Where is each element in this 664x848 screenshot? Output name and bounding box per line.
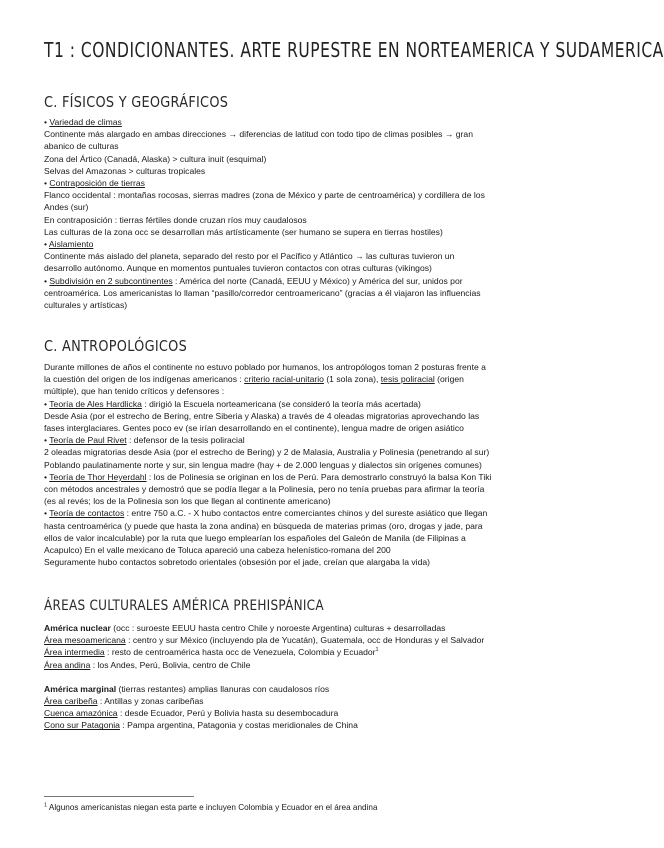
bullet-line: • Teoría de Paul Rivet : defensor de la tesis poliracial [44,435,245,446]
section-heading-antropologicos: C. ANTROPOLÓGICOS [44,337,188,355]
bullet-line: • Variedad de climas [44,117,122,127]
bullet-label: Teoría de Ales Hardlicka [49,398,142,409]
area-label: Cuenca amazónica [44,708,118,719]
bullet-label: Teoría de Paul Rivet [49,435,127,446]
text-line: abanico de culturas [44,141,119,152]
text-line: 2 oleadas migratorias desde Asia (por el estrecho de Bering) y 2 de Malasia, Australia y Polinesia (penetrando al sur) [44,447,490,458]
text-line: centroamérica. Los americanistas lo llaman “pasillo/corredor centroamericano” (gracias a él viajaron las influencias [44,287,481,298]
area-line: Área mesoamericana : centro y sur México (incluyendo pla de Yucatán), Guatemala, occ de Honduras y el Salvador [44,635,485,646]
footnote-text: Algunos americanistas niegan esta parte e incluyen Colombia y Ecuador en el área andina [47,803,378,812]
text-line: múltiple), que han tenido críticos y defensores : [44,386,225,397]
text-line: Selvas del Amazonas > culturas tropicales [44,165,206,176]
section-body-antropologicos [44,361,562,568]
text-line: Continente más aislado del planeta, separado del resto por el Pacífico y Atlántico → las culturas tuvieron un [44,251,455,262]
area-line: Cono sur Patagonia : Pampa argentina, Patagonia y costas meridionales de China [44,720,358,731]
bullet-label: Variedad de climas [49,117,122,127]
bullet-line: • Teoría de Thor Heyerdahl : los de Polinesia se originan en los de Perú. Para demostrarlo construyó la balsa Kon Tiki [44,471,492,482]
area-line: Área caribeña : Antillas y zonas caribeñas [44,696,204,707]
area-label: Área mesoamericana [44,635,126,646]
area-line: América marginal (tierras restantes) amplias llanuras con caudalosos ríos [44,683,330,694]
bullet-label: Teoría de Thor Heyerdahl [49,471,147,482]
area-label: Área intermedia [44,647,105,658]
text-line: la cuestión del origen de los indígenas americanos : criterio racial-unitario (1 sola zona), tesis poliracial (origen [44,374,464,385]
text-line: En contraposición : tierras fértiles donde cruzan ríos muy caudalosos [44,214,307,225]
bullet-line: • Teoría de Ales Hardlicka : dirigió la Escuela norteamericana (se consideró la teoría más acertada) [44,398,421,409]
text-line: fases interglaciares. Gentes poco ev (se irían desarrollando en el continente), lengua madre de origen asiático [44,423,464,434]
footnote-ref[interactable]: 1 [375,647,379,654]
text-line: Seguramente hubo contactos sobretodo orientales (obsesión por el jade, creían que alargaba la vida) [44,557,431,568]
text-line: Poblando paulatinamente norte y sur, sin lengua madre (hay + de 2.000 lenguas y dialectos sin orígenes comunes) [44,459,482,470]
spacer [44,671,562,683]
text-line: Acapulco) En el valle mexicano de Toluca apareció una cabeza helenístico-romana del 200 [44,545,391,556]
area-line: Área andina : los Andes, Perú, Bolivia, centro de Chile [44,659,251,670]
text-line: Desde Asia (por el estrecho de Bering, entre Siberia y Alaska) a través de 4 oleadas migratorias aprovechando las [44,410,480,421]
tesis-term: tesis poliracial [380,374,435,385]
area-label: Área caribeña [44,696,98,707]
section-body-fisicos [44,116,562,311]
section-heading-fisicos: C. FÍSICOS Y GEOGRÁFICOS [44,93,229,111]
footnote-mark: 1 [44,802,48,809]
text-line: Continente más alargado en ambas direcciones → diferencias de latitud con todo tipo de climas posibles → gran [44,129,473,140]
bullet-label: Teoría de contactos [49,508,125,519]
area-line: Cuenca amazónica : desde Ecuador, Perú y Bolivia hasta su desembocadura [44,708,339,719]
text-line: Las culturas de la zona occ se desarrollan más artísticamente (ser humano se supera en tierras hostiles) [44,226,443,237]
text-line: Flanco occidental : montañas rocosas, sierras madres (zona de México y parte de centroamérica) y cordillera de los [44,190,485,201]
area-label: Cono sur Patagonia [44,720,120,731]
section-body-areas [44,622,562,732]
text-line: culturales y artísticas) [44,300,128,311]
criterio-term: criterio racial-unitario [244,374,324,385]
area-line: América nuclear (occ : suroeste EEUU hasta centro Chile y noroeste Argentina) culturas + desarrolladas [44,623,446,633]
bullet-line: • Contraposición de tierras [44,178,145,189]
footnote [44,803,378,812]
text-line: Zona del Ártico (Canadá, Alaska) > cultura inuit (esquimal) [44,153,267,164]
text-line: Durante millones de años el continente no estuvo poblado por humanos, los antropólogos toman 2 posturas frente a [44,362,486,372]
area-label: América nuclear [44,623,111,633]
area-label: América marginal [44,683,117,694]
footnote-divider [44,796,194,797]
text-line: con métodos ancestrales y demostró que se podía llegar a la Polinesia, pero no tenía pruebas para afirmar la teoría [44,484,485,495]
bullet-line: • Teoría de contactos : entre 750 a.C. - X hubo contactos entre comerciantes chinos y del sureste asiático que llegan [44,508,488,519]
bullet-label: Contraposición de tierras [49,178,145,189]
text-line: Andes (sur) [44,202,89,213]
text-line: hasta centroamérica (y puede que hasta la zona andina) en búsqueda de materias primas (oro, drogas y jade, para [44,520,483,531]
area-line: Área intermedia : resto de centroamérica hasta occ de Venezuela, Colombia y Ecuador$^1$ [44,647,379,658]
bullet-label: Aislamiento [48,239,94,250]
section-heading-areas: ÁREAS CULTURALES AMÉRICA PREHISPÁNICA [44,598,324,614]
text-line: desarrollo autónomo. Aunque en momentos puntuales tuvieron contactos con otras culturas (vikingos) [44,263,432,274]
area-label: Área andina [44,659,91,670]
page-title: T1 : CONDICIONANTES. ARTE RUPESTRE EN NORTEAMERICA Y SUDAMERICA [44,38,664,62]
bullet-line: • Subdivisión en 2 subcontinentes : América del norte (Canadá, EEUU y México) y América del sur, unidos por [44,275,463,286]
text-line: (es al revés; los de la Polinesia son los que llegan al continente americano) [44,496,331,507]
text-line: ellos de valor incalculable) por la ruta que luego emplearían los españoles del Galeón de Manila (de Filipinas a [44,532,466,543]
bullet-label: Subdivisión en 2 subcontinentes [49,275,173,286]
bullet-line: • Aislamiento [44,239,94,250]
